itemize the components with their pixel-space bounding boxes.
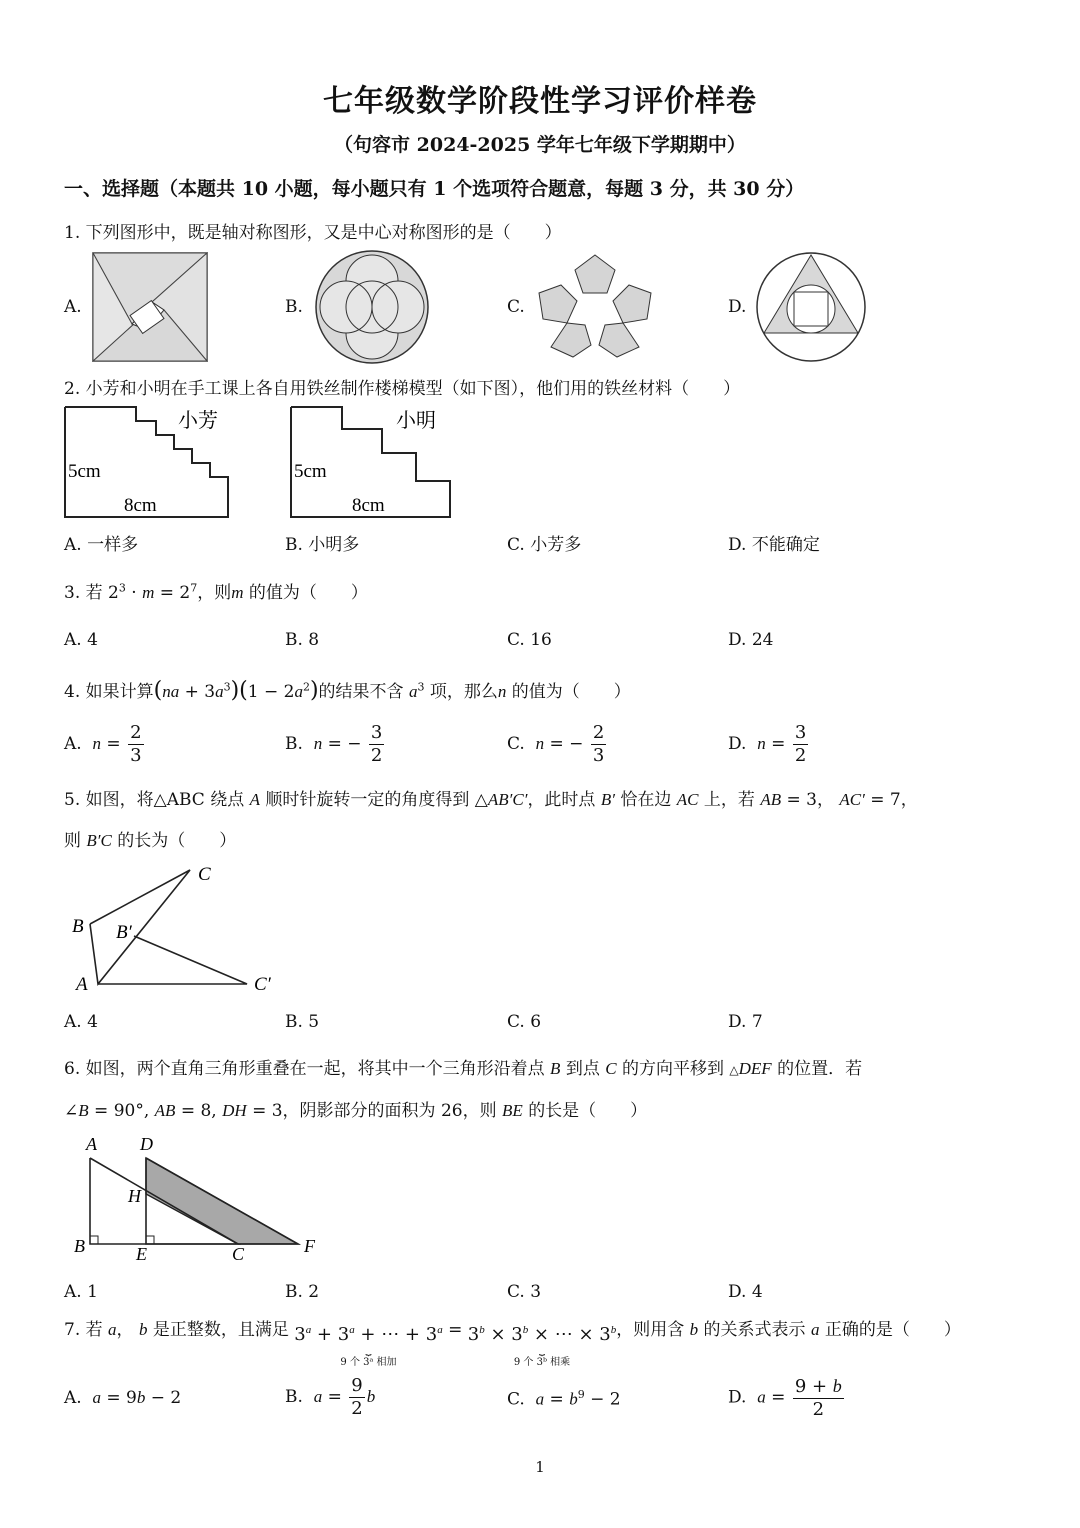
page-number: 1 [535, 1458, 545, 1476]
q3-option-c: C. 16 [507, 630, 552, 650]
q5-option-a: A. 4 [64, 1012, 98, 1032]
page-title: 七年级数学阶段性学习评价样卷 [323, 84, 757, 119]
q2-right-width: 8cm [352, 495, 385, 516]
q5-figure-rotated-triangles [64, 860, 294, 1000]
q3-option-a: A. 4 [64, 630, 98, 650]
q7-sum-expression: $3^a + 3^a$ + ⋯ + $3^a$ ⏟ 9 个 3ᵃ 相加 [294, 1324, 443, 1368]
q5-option-c: C. 6 [507, 1012, 542, 1032]
q7-option-b: B. a = $\frac{9}{2}$ b [285, 1375, 376, 1419]
q7-option-a: A. a = 9b − 2 [64, 1388, 182, 1408]
q6-point-c: C [232, 1244, 245, 1264]
q6-point-d: D [140, 1134, 153, 1154]
q4-option-b: B. n = − $\frac{3}{2}$ [285, 722, 383, 766]
q2-figure-xiaofang-stairs [64, 405, 234, 520]
q4-stem: 4. 如果计算$(na + 3a^3)(1 - 2a^2)$的结果不含 $a^3$ 项，那么n 的值为（ ） [64, 678, 631, 703]
q7-option-d: D. a = $\frac{9 + b}{2}$ [728, 1376, 842, 1420]
q1-label-d: D. [728, 297, 747, 317]
q5-point-b-prime: B′ [116, 922, 132, 943]
q5-option-b: B. 5 [285, 1012, 320, 1032]
q6-option-a: A. 1 [64, 1282, 98, 1302]
q6-option-d: D. 4 [728, 1282, 763, 1302]
q2-option-d: D. 不能确定 [728, 535, 820, 555]
q6-figure-translated-triangles [64, 1130, 334, 1270]
q3-stem: 3. 若 $2^3 \cdot m = 2^7$，则m 的值为（ ） [64, 581, 368, 603]
q7-stem: 7. 若 a， b 是正整数，且满足 $3^a + 3^a$ + ⋯ + $3^a$ ⏟ 9 个 3ᵃ 相加 = $3^b \times 3^b$ × ⋯ × $3^b$ ⏟ 9 个 3ᵇ 相乘 ，则用含 b 的关系式表示 a 正确的是（ ） [64, 1320, 961, 1368]
q6-point-b: B [74, 1236, 85, 1256]
q1-label-c: C. [507, 297, 525, 317]
q2-left-name: 小芳 [178, 410, 218, 432]
q2-figure-xiaoming-stairs [290, 405, 460, 520]
q5-point-b: B [72, 916, 84, 937]
q5-stem-line1: 5. 如图，将△ABC 绕点 A 顺时针旋转一定的角度得到 △AB′C′，此时点 B′ 恰在边 AC 上，若 AB = 3， AC′ = 7， [64, 790, 918, 810]
q1-figure-b-circles [310, 249, 434, 365]
q2-left-width: 8cm [124, 495, 157, 516]
q5-point-a: A [76, 974, 88, 995]
q2-left-height: 5cm [68, 461, 101, 482]
q5-stem-line2: 则 B′C 的长为（ ） [64, 831, 237, 851]
q1-figure-a-pinwheel-square [92, 252, 208, 362]
q6-point-e: E [136, 1244, 147, 1264]
page-subtitle: （句容市 2024-2025 学年七年级下学期期中） [334, 134, 746, 156]
q4-option-c: C. n = − $\frac{2}{3}$ [507, 722, 605, 766]
q1-figure-d-triangle-circle [754, 251, 868, 363]
q6-stem-line1: 6. 如图，两个直角三角形重叠在一起，将其中一个三角形沿着点 B 到点 C 的方向平移到 △DEF 的位置．若 [64, 1059, 863, 1079]
q3-option-d: D. 24 [728, 630, 774, 650]
q6-point-a: A [86, 1134, 97, 1154]
q1-stem: 1. 下列图形中，既是轴对称图形，又是中心对称图形的是（ ） [64, 223, 562, 243]
q2-right-height: 5cm [294, 461, 327, 482]
q1-label-a: A. [64, 297, 82, 317]
q1-figure-c-pentagons [533, 253, 657, 359]
q3-option-b: B. 8 [285, 630, 320, 650]
q2-stem: 2. 小芳和小明在手工课上各自用铁丝制作楼梯模型（如下图），他们用的铁丝材料（ ） [64, 379, 741, 399]
q4-option-a: A. n = $\frac{2}{3}$ [64, 722, 142, 766]
q7-option-c: C. $a = b^9 - 2$ [507, 1388, 621, 1410]
q6-option-b: B. 2 [285, 1282, 320, 1302]
q6-option-c: C. 3 [507, 1282, 542, 1302]
q2-right-name: 小明 [396, 410, 436, 432]
q5-point-c: C [198, 864, 211, 885]
q6-point-f: F [304, 1236, 315, 1256]
q5-option-d: D. 7 [728, 1012, 763, 1032]
q2-option-b: B. 小明多 [285, 535, 360, 555]
q1-label-b: B. [285, 297, 303, 317]
q4-option-d: D. n = $\frac{3}{2}$ [728, 722, 807, 766]
q6-stem-line2: ∠B = 90°, AB = 8, DH = 3，阴影部分的面积为 26，则 BE 的长是（ ） [64, 1101, 648, 1121]
q5-point-c-prime: C′ [254, 974, 271, 995]
q2-option-a: A. 一样多 [64, 535, 139, 555]
q6-point-h: H [128, 1186, 141, 1206]
q2-option-c: C. 小芳多 [507, 535, 582, 555]
q7-product-expression: $3^b \times 3^b$ × ⋯ × $3^b$ ⏟ 9 个 3ᵇ 相乘 [467, 1324, 617, 1368]
section-heading: 一、选择题（本题共 10 小题，每小题只有 1 个选项符合题意，每题 3 分，共 30 分） [64, 178, 805, 200]
